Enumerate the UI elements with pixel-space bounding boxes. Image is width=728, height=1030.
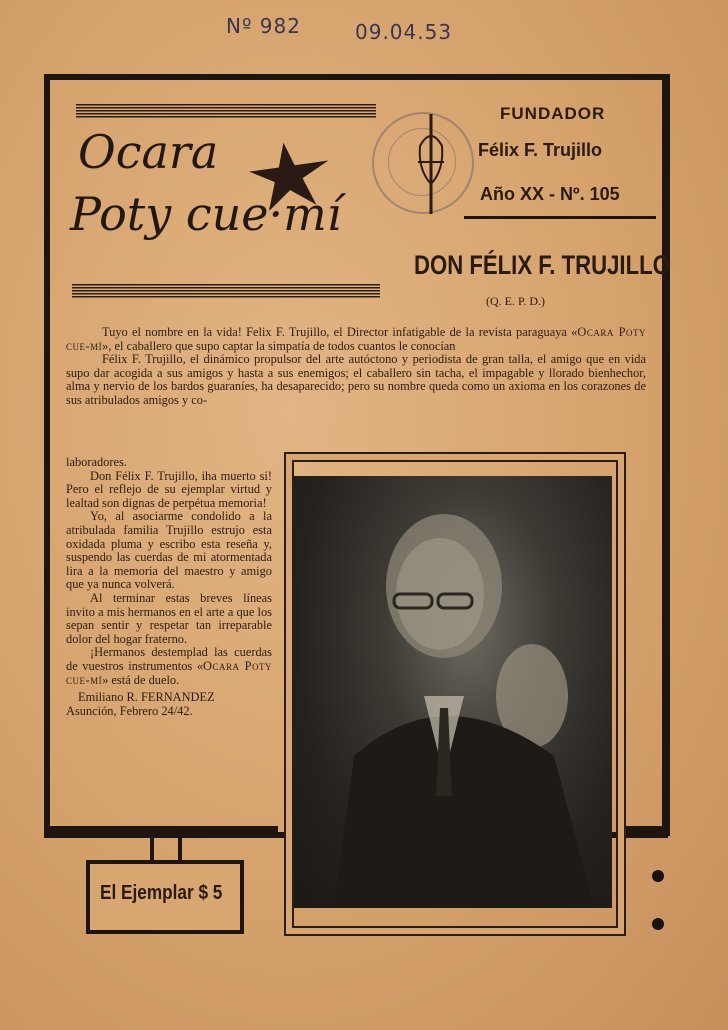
fundador-name: Félix F. Trujillo [478,140,603,160]
column-continuation: laboradores. [66,455,127,469]
place-date: Asunción, Febrero 24/42. [66,703,193,718]
fundador-label: FUNDADOR [500,104,606,123]
article-paragraph-1 [66,326,646,353]
article-subhead: (Q. E. P. D.) [486,294,545,308]
portrait-figure [294,476,612,908]
column-paragraph-4 [66,646,272,687]
column-paragraph-3: Al terminar estas breves líneas invito a mis hermanos en el arte a que los sepan sentir y respetar tan irreparable dolor del hogar fraterno. [66,590,272,646]
lyre-icon [414,112,448,216]
price-label: El Ejemplar $ 5 [100,882,223,904]
masthead-title-line2: Poty cue·mí [70,187,342,241]
article-paragraph-2: Félix F. Trujillo, el dinámico propulsor del arte autóctono y periodista de gran talla, el amigo que en vida supo dar acogida a sus amigos y hasta a sus enemigos; el caballero sin tacha, el impagable y llorado bienhechor, alma y nervio de los bardos guaraníes, ha desaparecido; pero su nombre queda como un axioma en los corazones de sus atribulados amigos y co- [66,352,646,407]
masthead-title-line1: Ocara [78,125,219,179]
issue-number: Año XX - Nº. 105 [480,184,620,204]
para1-magazine-name: Ocara Poty cue-mí [66,325,646,353]
frame-right-edge [664,74,670,836]
frame-bottom-right-bar [622,826,668,836]
star-icon [248,140,332,210]
masthead-rule-top [76,104,376,118]
col-p4-text-b: » está de duelo. [102,672,180,687]
para1-text-b: », el caballero que supo captar la simpatía de todos cuantos le conocían [102,338,456,353]
para1-text-a: Tuyo el nombre en la vida! Felix F. Trujillo, el Director infatigable de la revista paraguaya « [102,325,578,339]
col-p4-text-a: ¡Hermanos destemplad las cuerdas de vuestros instrumentos « [66,645,272,673]
signature: Emiliano R. FERNANDEZ [78,690,215,705]
frame-bottom-left-bar [44,826,278,836]
article-headline: DON FÉLIX F. TRUJILLO [414,250,670,280]
portrait-photo [294,476,612,908]
price-hanger-right [178,836,182,862]
article-intro [66,326,646,408]
binding-hole-top [652,870,664,882]
handwritten-date: 09.04.53 [355,20,453,44]
column-paragraph-2: Yo, al asociarme condolido a la atribulada familia Trujillo estrujo esta oxidada pluma y escribo esta reseña y, suspendo las cuerdas de mi atormentada lira a la memoria del maestro y amigo que ya nunca volverá. [66,509,272,592]
price-box [86,860,244,934]
article-column [66,456,272,718]
handwritten-number: Nº 982 [226,14,301,38]
price-hanger-left [150,836,154,862]
col-p4-magazine-name: Ocara Poty cue-mí [66,658,272,687]
column-paragraph-1: Don Félix F. Trujillo, iha muerto sí! Pero el reflejo de su ejemplar virtud y lealtad son dignas de perpétua memoria! [66,468,272,510]
binding-hole-bottom [652,918,664,930]
issue-rule [464,216,656,219]
masthead-rule-bottom [72,284,380,298]
